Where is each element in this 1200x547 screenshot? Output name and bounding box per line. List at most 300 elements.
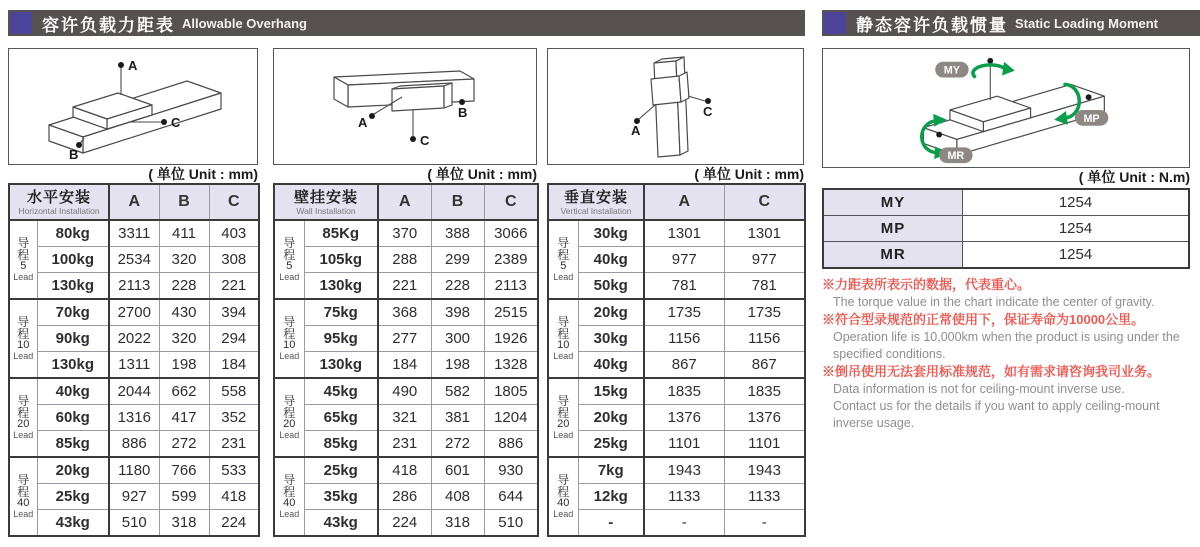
value-cell: 1328 — [484, 352, 538, 379]
lead-char: 导 — [17, 315, 30, 329]
table-row — [274, 378, 538, 405]
note-text-en: specified conditions. — [833, 347, 946, 361]
value-cell: 381 — [431, 405, 484, 431]
lead-number: 10 — [557, 339, 570, 351]
load-cell: 30kg — [578, 326, 644, 352]
table-row — [9, 405, 259, 431]
lead-char: 导 — [17, 236, 30, 250]
value-cell: 662 — [159, 378, 209, 405]
value-cell: 1835 — [724, 378, 805, 405]
lead-char: 导 — [283, 236, 296, 250]
lead-cell — [9, 299, 37, 378]
value-cell: 1735 — [644, 299, 724, 326]
table-row — [548, 352, 805, 379]
load-cell: 85Kg — [304, 220, 378, 247]
table-row — [548, 431, 805, 458]
value-cell: 1311 — [109, 352, 159, 379]
lead-number: 5 — [20, 260, 27, 272]
horizontal-installation-column — [8, 48, 258, 537]
value-cell: 228 — [159, 273, 209, 300]
load-cell: 20kg — [37, 457, 109, 484]
note-block — [822, 276, 1200, 311]
table-row — [274, 299, 538, 326]
value-cell: 288 — [378, 247, 431, 273]
value-cell: 286 — [378, 484, 431, 510]
load-cell: 100kg — [37, 247, 109, 273]
table-row — [548, 220, 805, 247]
value-cell: 221 — [209, 273, 259, 300]
load-cell: 130kg — [37, 352, 109, 379]
table-row — [274, 457, 538, 484]
load-cell: 30kg — [578, 220, 644, 247]
column-header-a: A — [378, 184, 431, 220]
value-cell: 228 — [431, 273, 484, 300]
table-row — [274, 431, 538, 458]
value-cell: 1133 — [724, 484, 805, 510]
load-cell: 25kg — [578, 431, 644, 458]
table-row — [274, 247, 538, 273]
value-cell: 418 — [209, 484, 259, 510]
lead-number: 40 — [17, 497, 30, 509]
note-text-en: inverse usage. — [833, 416, 915, 430]
lead-cell — [548, 457, 578, 536]
load-cell: - — [578, 510, 644, 537]
table-row — [9, 352, 259, 379]
note-text-zh: ※力距表所表示的数据，代表重心。 — [822, 277, 1031, 292]
value-cell: 198 — [159, 352, 209, 379]
point-b-label: B — [458, 105, 468, 120]
moment-label: MY — [823, 189, 963, 216]
moment-value: 1254 — [963, 242, 1190, 269]
value-cell: 1180 — [109, 457, 159, 484]
value-cell: 1316 — [109, 405, 159, 431]
moment-row — [823, 216, 1189, 242]
value-cell: 368 — [378, 299, 431, 326]
value-cell: 277 — [378, 326, 431, 352]
value-cell: 411 — [159, 220, 209, 247]
value-cell: 1835 — [644, 378, 724, 405]
load-cell: 105kg — [304, 247, 378, 273]
value-cell: 582 — [431, 378, 484, 405]
column-header-b: B — [431, 184, 484, 220]
lead-char: 程 — [17, 485, 30, 499]
value-cell: 370 — [378, 220, 431, 247]
value-cell: 398 — [431, 299, 484, 326]
table-row — [274, 352, 538, 379]
installation-title-en: Vertical Installation — [560, 205, 632, 216]
value-cell: 417 — [159, 405, 209, 431]
moment-label: MR — [823, 242, 963, 269]
value-cell: 886 — [109, 431, 159, 458]
load-cell: 40kg — [37, 378, 109, 405]
lead-char: 程 — [17, 327, 30, 341]
wall-installation-table — [273, 183, 539, 537]
lead-word: Lead — [279, 272, 300, 282]
wall-installation-diagram — [273, 48, 537, 165]
point-a-label: A — [631, 123, 641, 138]
value-cell: 886 — [484, 431, 538, 458]
value-cell: 927 — [109, 484, 159, 510]
value-cell: 388 — [431, 220, 484, 247]
value-cell: 394 — [209, 299, 259, 326]
value-cell: 2700 — [109, 299, 159, 326]
table-row — [9, 299, 259, 326]
lead-char: 导 — [283, 473, 296, 487]
lead-number: 5 — [286, 260, 293, 272]
value-cell: 321 — [378, 405, 431, 431]
wall-beam-drawing-icon — [274, 49, 536, 162]
value-cell: 231 — [378, 431, 431, 458]
value-cell: 430 — [159, 299, 209, 326]
table-row — [274, 220, 538, 247]
table-row — [9, 510, 259, 537]
value-cell: 2534 — [109, 247, 159, 273]
load-cell: 130kg — [37, 273, 109, 300]
moment-directions-diagram — [822, 48, 1190, 168]
load-cell: 15kg — [578, 378, 644, 405]
lead-number: 20 — [17, 418, 30, 430]
load-cell: 45kg — [304, 378, 378, 405]
lead-number: 40 — [557, 497, 570, 509]
vertical-beam-drawing-icon — [548, 49, 802, 162]
load-cell: 50kg — [578, 273, 644, 300]
horizontal-installation-diagram — [8, 48, 258, 165]
installation-title-zh: 垂直安装 — [563, 188, 628, 206]
lead-word: Lead — [13, 272, 34, 282]
lead-cell — [274, 299, 304, 378]
mp-axis-label: MP — [1083, 112, 1100, 125]
load-cell: 7kg — [578, 457, 644, 484]
static-loading-moment-section — [822, 10, 1200, 432]
footnotes — [822, 276, 1200, 432]
table-row — [548, 299, 805, 326]
lead-char: 导 — [283, 315, 296, 329]
note-text-en: The torque value in the chart indicate the center of gravity. — [833, 295, 1155, 309]
unit-label-mm: ( 单位 Unit : mm) — [148, 166, 258, 182]
value-cell: 2044 — [109, 378, 159, 405]
value-cell: 867 — [644, 352, 724, 379]
value-cell: 1301 — [644, 220, 724, 247]
value-cell: 644 — [484, 484, 538, 510]
table-row — [9, 326, 259, 352]
value-cell: 533 — [209, 457, 259, 484]
load-cell: 25kg — [37, 484, 109, 510]
load-cell: 80kg — [37, 220, 109, 247]
load-cell: 43kg — [304, 510, 378, 537]
section-title-zh: 容许负载力距表 — [42, 15, 175, 35]
lead-char: 程 — [283, 485, 296, 499]
lead-cell — [548, 220, 578, 299]
lead-word: Lead — [279, 509, 300, 519]
value-cell: 231 — [209, 431, 259, 458]
lead-cell — [548, 378, 578, 457]
value-cell: 318 — [431, 510, 484, 537]
vertical-installation-column — [547, 48, 804, 537]
load-cell: 75kg — [304, 299, 378, 326]
load-cell: 85kg — [37, 431, 109, 458]
lead-cell — [9, 457, 37, 536]
table-row — [548, 457, 805, 484]
value-cell: - — [724, 510, 805, 537]
value-cell: 1133 — [644, 484, 724, 510]
value-cell: 558 — [209, 378, 259, 405]
section-title-en: Allowable Overhang — [182, 15, 307, 31]
value-cell: 867 — [724, 352, 805, 379]
value-cell: 1101 — [724, 431, 805, 458]
load-cell: 90kg — [37, 326, 109, 352]
note-text-en: Operation life is 10,000km when the product is using under the — [833, 330, 1180, 344]
lead-cell — [9, 378, 37, 457]
lead-cell — [548, 299, 578, 378]
lead-char: 程 — [557, 406, 570, 420]
note-text-en: Data information is not for ceiling-mount inverse use. — [833, 382, 1125, 396]
installation-title-cell — [274, 184, 378, 220]
value-cell: 2113 — [484, 273, 538, 300]
column-header-a: A — [109, 184, 159, 220]
value-cell: 352 — [209, 405, 259, 431]
table-row — [9, 484, 259, 510]
unit-label-mm: ( 单位 Unit : mm) — [427, 166, 537, 182]
installation-columns — [8, 48, 805, 537]
value-cell: 1943 — [724, 457, 805, 484]
moment-beam-drawing-icon — [823, 49, 1189, 167]
load-cell: 130kg — [304, 273, 378, 300]
lead-char: 程 — [557, 248, 570, 262]
table-header-row — [548, 184, 805, 220]
unit-label-nm: ( 单位 Unit : N.m) — [1078, 169, 1190, 185]
lead-char: 导 — [557, 315, 570, 329]
value-cell: 224 — [209, 510, 259, 537]
value-cell: 2389 — [484, 247, 538, 273]
lead-cell — [274, 220, 304, 299]
lead-word: Lead — [553, 272, 574, 282]
table-row — [9, 273, 259, 300]
value-cell: 2113 — [109, 273, 159, 300]
table-row — [548, 378, 805, 405]
value-cell: 224 — [378, 510, 431, 537]
note-text-zh: ※符合型录规范的正常使用下，保证寿命为10000公里。 — [822, 312, 1145, 327]
lead-char: 导 — [283, 394, 296, 408]
lead-word: Lead — [13, 351, 34, 361]
wall-installation-column — [273, 48, 537, 537]
lead-word: Lead — [13, 509, 34, 519]
note-block — [822, 311, 1200, 363]
mr-axis-label: MR — [947, 150, 965, 163]
value-cell: 1204 — [484, 405, 538, 431]
accent-square-icon — [824, 12, 846, 34]
allowable-overhang-section — [8, 10, 805, 537]
value-cell: 977 — [644, 247, 724, 273]
lead-word: Lead — [13, 430, 34, 440]
moment-label: MP — [823, 216, 963, 242]
load-cell: 85kg — [304, 431, 378, 458]
value-cell: 403 — [209, 220, 259, 247]
value-cell: 1376 — [724, 405, 805, 431]
value-cell: 272 — [431, 431, 484, 458]
value-cell: 198 — [431, 352, 484, 379]
note-text-en: Contact us for the details if you want to apply ceiling-mount — [833, 399, 1160, 413]
lead-cell — [9, 220, 37, 299]
moment-value: 1254 — [963, 189, 1190, 216]
value-cell: 1101 — [644, 431, 724, 458]
table-row — [548, 484, 805, 510]
column-header-a: A — [644, 184, 724, 220]
horizontal-beam-drawing-icon — [9, 49, 257, 162]
load-cell: 40kg — [578, 247, 644, 273]
vertical-installation-table — [547, 183, 806, 537]
table-row — [548, 510, 805, 537]
load-cell: 20kg — [578, 299, 644, 326]
lead-number: 20 — [283, 418, 296, 430]
value-cell: 1376 — [644, 405, 724, 431]
installation-title-en: Horizontal Installation — [18, 205, 100, 216]
table-row — [9, 220, 259, 247]
value-cell: 318 — [159, 510, 209, 537]
load-cell: 35kg — [304, 484, 378, 510]
table-row — [548, 247, 805, 273]
lead-char: 程 — [283, 406, 296, 420]
load-cell: 70kg — [37, 299, 109, 326]
value-cell: 1301 — [724, 220, 805, 247]
value-cell: 1156 — [724, 326, 805, 352]
note-block — [822, 363, 1200, 432]
lead-number: 10 — [283, 339, 296, 351]
installation-title-zh: 水平安装 — [27, 188, 92, 206]
lead-word: Lead — [553, 509, 574, 519]
lead-char: 程 — [17, 248, 30, 262]
value-cell: 320 — [159, 247, 209, 273]
load-cell: 65kg — [304, 405, 378, 431]
lead-char: 程 — [283, 327, 296, 341]
column-header-c: C — [484, 184, 538, 220]
value-cell: 308 — [209, 247, 259, 273]
table-row — [9, 247, 259, 273]
table-row — [274, 326, 538, 352]
point-c-label: C — [171, 115, 181, 130]
column-header-c: C — [209, 184, 259, 220]
table-row — [274, 273, 538, 300]
table-row — [9, 378, 259, 405]
lead-char: 导 — [557, 473, 570, 487]
table-row — [548, 405, 805, 431]
lead-char: 导 — [17, 473, 30, 487]
horizontal-installation-table — [8, 183, 260, 537]
note-text-zh: ※倒吊使用无法套用标准规范，如有需求请咨询我司业务。 — [822, 364, 1161, 379]
table-header-row — [274, 184, 538, 220]
allowable-overhang-header — [8, 10, 805, 36]
lead-char: 导 — [557, 236, 570, 250]
installation-title-zh: 壁挂安装 — [294, 188, 359, 206]
table-row — [274, 510, 538, 537]
my-axis-label: MY — [943, 64, 961, 77]
value-cell: 184 — [209, 352, 259, 379]
load-cell: 130kg — [304, 352, 378, 379]
lead-number: 40 — [283, 497, 296, 509]
value-cell: 1926 — [484, 326, 538, 352]
lead-number: 20 — [557, 418, 570, 430]
column-header-b: B — [159, 184, 209, 220]
column-header-c: C — [724, 184, 805, 220]
table-row — [9, 431, 259, 458]
value-cell: 2022 — [109, 326, 159, 352]
table-header-row — [9, 184, 259, 220]
load-cell: 40kg — [578, 352, 644, 379]
value-cell: 601 — [431, 457, 484, 484]
load-cell: 43kg — [37, 510, 109, 537]
value-cell: 272 — [159, 431, 209, 458]
value-cell: 977 — [724, 247, 805, 273]
point-c-label: C — [420, 133, 430, 148]
value-cell: 599 — [159, 484, 209, 510]
section-title-zh: 静态容许负载惯量 — [856, 15, 1008, 35]
value-cell: 320 — [159, 326, 209, 352]
value-cell: 2515 — [484, 299, 538, 326]
table-row — [548, 326, 805, 352]
table-row — [548, 273, 805, 300]
table-row — [274, 405, 538, 431]
static-loading-moment-header — [822, 10, 1200, 36]
load-cell: 20kg — [578, 405, 644, 431]
value-cell: 1805 — [484, 378, 538, 405]
lead-char: 程 — [283, 248, 296, 262]
load-cell: 60kg — [37, 405, 109, 431]
value-cell: 1943 — [644, 457, 724, 484]
lead-number: 10 — [17, 339, 30, 351]
lead-word: Lead — [279, 430, 300, 440]
value-cell: 1735 — [724, 299, 805, 326]
value-cell: 184 — [378, 352, 431, 379]
table-row — [274, 484, 538, 510]
unit-label-mm: ( 单位 Unit : mm) — [694, 166, 804, 182]
installation-title-en: Wall Installation — [296, 205, 356, 216]
installation-title-cell — [9, 184, 109, 220]
lead-cell — [274, 457, 304, 536]
value-cell: 781 — [644, 273, 724, 300]
vertical-installation-diagram — [547, 48, 804, 165]
value-cell: 766 — [159, 457, 209, 484]
section-title-en: Static Loading Moment — [1015, 15, 1158, 31]
point-a-label: A — [358, 115, 368, 130]
value-cell: 418 — [378, 457, 431, 484]
accent-square-icon — [10, 12, 32, 34]
static-loading-moment-table — [822, 188, 1190, 269]
value-cell: 299 — [431, 247, 484, 273]
moment-row — [823, 189, 1189, 216]
load-cell: 95kg — [304, 326, 378, 352]
lead-char: 导 — [557, 394, 570, 408]
moment-value: 1254 — [963, 216, 1190, 242]
moment-row — [823, 242, 1189, 269]
load-cell: 12kg — [578, 484, 644, 510]
lead-char: 程 — [557, 485, 570, 499]
lead-word: Lead — [279, 351, 300, 361]
lead-char: 导 — [17, 394, 30, 408]
lead-word: Lead — [553, 351, 574, 361]
installation-title-cell — [548, 184, 644, 220]
value-cell: 1156 — [644, 326, 724, 352]
lead-word: Lead — [553, 430, 574, 440]
value-cell: 510 — [484, 510, 538, 537]
value-cell: - — [644, 510, 724, 537]
value-cell: 408 — [431, 484, 484, 510]
lead-char: 程 — [17, 406, 30, 420]
value-cell: 510 — [109, 510, 159, 537]
value-cell: 3066 — [484, 220, 538, 247]
value-cell: 3311 — [109, 220, 159, 247]
value-cell: 930 — [484, 457, 538, 484]
value-cell: 781 — [724, 273, 805, 300]
value-cell: 221 — [378, 273, 431, 300]
